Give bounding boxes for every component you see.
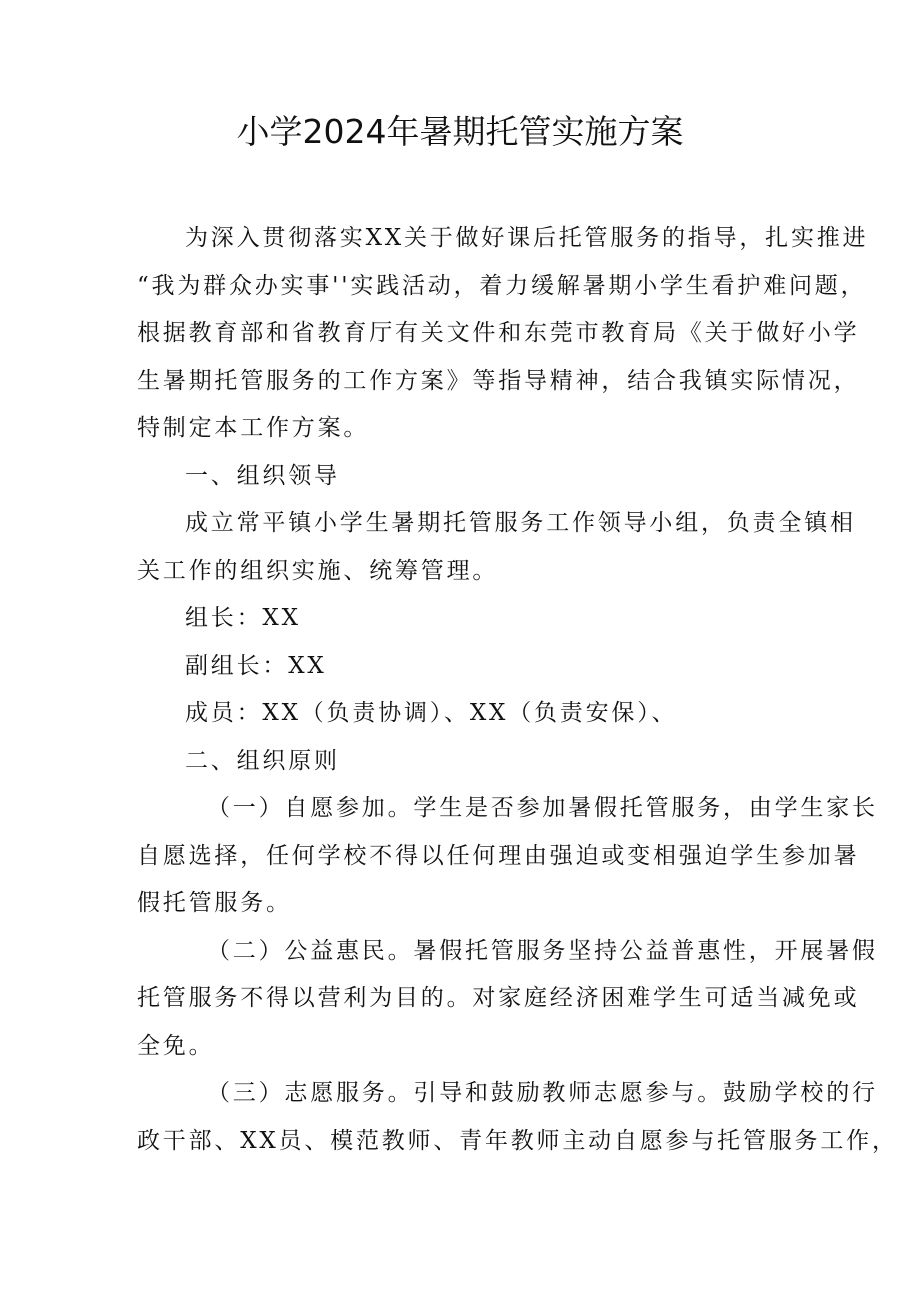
principle-voluntary-line-2: 自愿选择，任何学校不得以任何理由强迫或变相强迫学生参加暑: [137, 842, 860, 869]
paragraph-intro-line-5: 特制定本工作方案。: [137, 415, 370, 441]
leader-line: 组长：XX: [185, 605, 301, 631]
paragraph-leadership-line-2: 关工作的组织实施、统筹管理。: [137, 557, 499, 584]
section-heading-principles: 二、组织原则: [185, 747, 340, 774]
paragraph-intro-line-3: 根据教育部和省教育厅有关文件和东莞市教育局《关于做好小学: [137, 320, 860, 346]
principle-volunteer-service-line-2: 政干部、XX员、模范教师、青年教师主动自愿参与托管服务工作，: [137, 1127, 898, 1154]
principle-public-benefit-line-1: （二）公益惠民。暑假托管服务坚持公益普惠性，开展暑假: [207, 937, 878, 964]
deputy-leader-line: 副组长：XX: [185, 652, 327, 679]
paragraph-intro-line-1: 为深入贯彻落实XX关于做好课后托管服务的指导，扎实推进: [185, 225, 869, 251]
section-heading-organization: 一、组织领导: [185, 462, 340, 489]
principle-voluntary-line-3: 假托管服务。: [137, 890, 292, 916]
principle-volunteer-service-line-1: （三）志愿服务。引导和鼓励教师志愿参与。鼓励学校的行: [207, 1080, 878, 1106]
principle-public-benefit-line-2: 托管服务不得以营利为目的。对家庭经济困难学生可适当减免或: [137, 985, 860, 1011]
principle-voluntary-line-1: （一）自愿参加。学生是否参加暑假托管服务，由学生家长: [207, 795, 878, 821]
principle-public-benefit-line-3: 全免。: [137, 1032, 215, 1059]
members-line: 成员：XX（负责协调）、XX（负责安保）、: [185, 700, 678, 726]
document-body: [137, 215, 898, 1165]
paragraph-intro-line-2: “我为群众办实事''实践活动，着力缓解暑期小学生看护难问题，: [137, 272, 867, 299]
document-title: 小学2024年暑期托管实施方案: [236, 112, 684, 151]
paragraph-leadership-line-1: 成立常平镇小学生暑期托管服务工作领导小组，负责全镇相: [185, 510, 856, 536]
paragraph-intro-line-4: 生暑期托管服务的工作方案》等指导精神，结合我镇实际情况，: [137, 367, 860, 394]
